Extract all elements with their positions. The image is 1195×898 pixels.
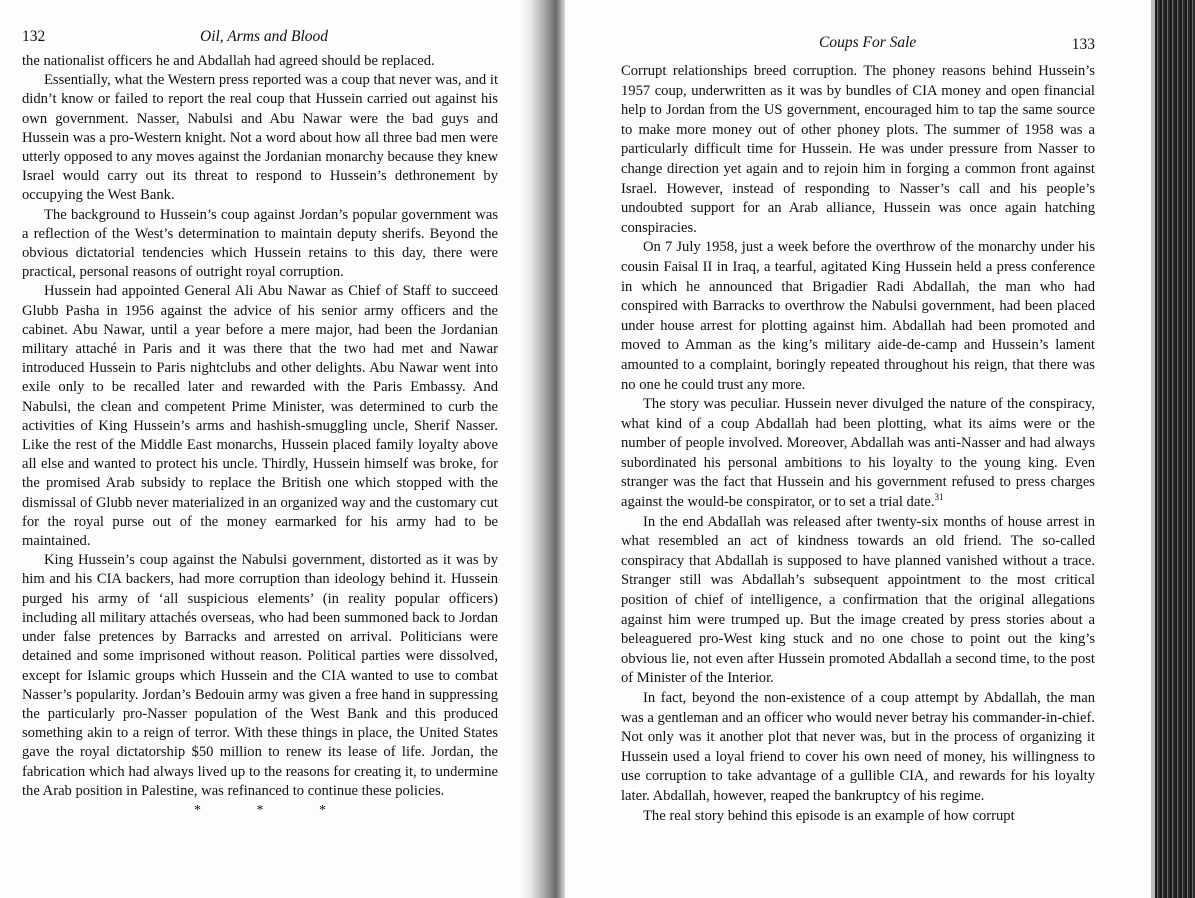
left-paragraph: King Hussein’s coup against the Nabulsi government, distorted as it was by him and his CIA backers, had more corruption than ideology behind it. Hussein purged his army of ‘all suspicious elements’ (in reality popular officers) including all military attachés overseas, who had been summoned back to Jordan under false pretences by Barracks and arrested on arrival. Politicians were detained and some imprisoned without reason. Political parties were dissolved, except for Islamic groups which Hussein and the CIA wanted to use to combat Nasser’s popularity. Jordan’s Bedouin army was given a free hand in suppressing the particularly pro-Nasser population of the West Bank and this produced something akin to a reign of terror. With these things in place, the United States gave the royal dictatorship $50 million to renew its lease of life. Jordan, the fabrication which had always lived up to the reasons for creating it, to undermine the Arab position in Palestine, was refinanced to continue these policies.	[22, 552, 498, 799]
right-page-number: 133	[1071, 36, 1095, 53]
left-running-head: Oil, Arms and Blood	[200, 28, 329, 45]
section-break: * * *	[194, 802, 352, 818]
right-page-header	[621, 34, 1095, 62]
right-paragraph: In the end Abdallah was released after twenty-six months of house arrest in what resembled an act of kindness towards an old friend. The so-called conspiracy that Abdallah is supposed to have planned vanished without a trace. Stranger still was Abdallah’s subsequent appointment to the most critical position of chief of intelligence, a confirmation that the original allegations against him were trumped up. But the image created by press stories about a beleaguered pro-West king stuck and no one chose to point out the king’s obvious lie, not even after Hussein promoted Abdallah a second time, to the post of Minister of the Interior.	[621, 513, 1095, 687]
left-paragraph: Hussein had appointed General Ali Abu Nawar as Chief of Staff to succeed Glubb Pasha in 1956 against the advice of his senior army officers and the cabinet. Abu Nawar, until a year before a mere major, had been the Jordanian military attaché in Paris and it was there that the two had met and Nawar introduced Hussein to Paris nightclubs and other delights. Abu Nawar went into exile only to be recalled later and rewarded with the Paris Embassy. And Nabulsi, the clean and competent Prime Minister, was determined to curb the activities of King Hussein’s arms and hashish-smuggling uncle, Sherif Nasser. Like the rest of the Middle East monarchs, Hussein placed family loyalty above all else and wanted to protect his uncle. Thirdly, Hussein himself was broke, for the promised Arab subsidy to replace the British one which stopped with the dismissal of Glubb never materialized in an organized way and the customary cut for the royal purse out of the money earmarked for his army had to be maintained.	[22, 283, 498, 550]
footnote-reference: 31	[934, 492, 944, 503]
book-gutter	[520, 0, 565, 898]
right-paragraph-text: The story was peculiar. Hussein never divulged the nature of the conspiracy, what kind of a coup Abdallah had been plotting, what its aims were or the number of people involved. Moreover, Abdallah was anti-Nasser and had always subordinated his personal ambitions to his loyalty to the young king. Even stranger was the fact that Hussein and his government refused to press charges against the would-be conspirator, or to set a trial date.	[621, 396, 1095, 511]
right-paragraph: In fact, beyond the non-existence of a coup attempt by Abdallah, the man was a gentleman and an officer who would never betray his commander-in-chief. Not only was it another plot that never was, but in the process of organizing it Hussein used a loyal friend to cover his own need of money, his willingness to use corruption to take advantage of a gullible CIA, and rewards for his loyalty later. Abdallah, however, reaped the bankruptcy of his regime.	[621, 690, 1095, 804]
left-paragraph: Essentially, what the Western press reported was a coup that never was, and it didn’t know or failed to report the real coup that Hussein carried out against his own government. Nasser, Nabulsi and Abu Nawar were the bad guys and Hussein was a pro-Western knight. Not a word about how all three bad men were utterly opposed to any moves against the Jordanian monarchy because they knew Israel would carry out its threat to respond to Hussein’s dethronement by occupying the West Bank.	[22, 72, 498, 204]
left-paragraph: The background to Hussein’s coup against Jordan’s popular government was a reflection of the West’s determination to maintain deputy sherifs. Beyond the obvious dictatorial tendencies which Hussein retains to this day, there were practical, personal reasons of outright royal corruption.	[22, 206, 498, 281]
right-paragraph: Corrupt relationships breed corruption. The phoney reasons behind Hussein’s 1957 coup, underwritten as it was by bundles of CIA money and open financial help to Jordan from the US government, encouraged him to tap the same source to make more money out of other phoney plots. The summer of 1958 was a particularly difficult time for Hussein. He was under pressure from Nasser to change direction yet again and to rejoin him in forging a common front against Israel. However, instead of responding to Nasser’s call and his people’s undoubted support for an Arab alliance, Hussein was once again hatching conspiracies.	[621, 63, 1095, 236]
left-page-number: 132	[22, 28, 46, 45]
right-paragraph	[621, 395, 1095, 513]
left-page-header	[22, 24, 498, 52]
page-stack-edge	[1155, 0, 1195, 898]
right-paragraph: On 7 July 1958, just a week before the overthrow of the monarchy under his cousin Faisal II in Iraq, a tearful, agitated King Hussein held a press conference in which he announced that Brigadier Radi Abdallah, the man who had conspired with Barracks to overthrow the Nabulsi government, had been placed under house arrest for plotting against him. Abdallah had been promoted and moved to Amman as the king’s military aide-de-camp and Hussein’s lament amounted to a complaint, boringly repeated throughout his reign, that there was no one he could trust any more.	[621, 239, 1095, 393]
right-page	[565, 0, 1155, 898]
right-paragraph: The real story behind this episode is an example of how corrupt	[643, 807, 1015, 824]
left-page	[0, 0, 520, 898]
right-running-head: Coups For Sale	[819, 34, 917, 51]
left-paragraph: the nationalist officers he and Abdallah had agreed should be replaced.	[22, 53, 435, 69]
